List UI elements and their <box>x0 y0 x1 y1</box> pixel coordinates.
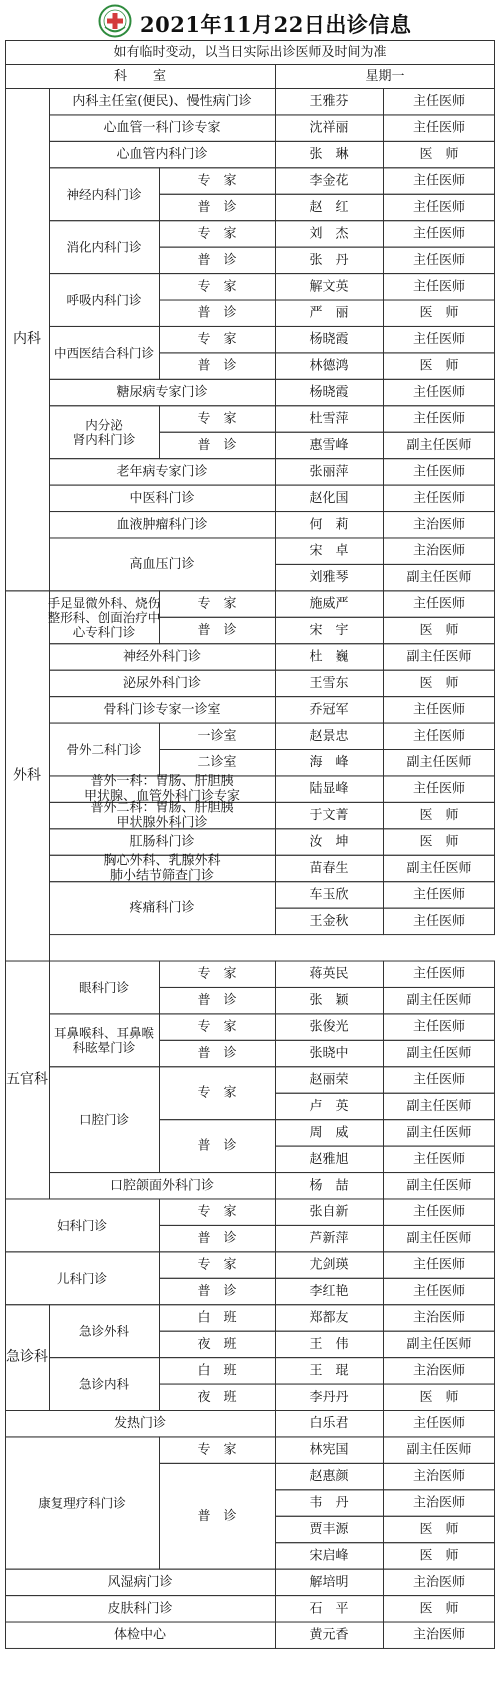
sub-type-label: 夜 班 <box>197 1389 237 1405</box>
sub-type-label: 专 家 <box>197 596 237 612</box>
doctor-name: 王 伟 <box>309 1336 349 1352</box>
doctor-title: 主任医师 <box>412 120 466 136</box>
doctor-title: 主治医师 <box>412 543 466 559</box>
doctor-name: 赵景忠 <box>309 728 349 744</box>
doctor-title: 主任医师 <box>412 278 466 294</box>
doctor-name: 周 威 <box>309 1124 349 1140</box>
sub-type-label: 普 诊 <box>197 252 237 268</box>
sub-type-label: 专 家 <box>197 1257 237 1273</box>
department-label: 高血压门诊 <box>129 556 195 572</box>
doctor-name: 张晓中 <box>309 1045 349 1061</box>
doctor-name: 蒋英民 <box>309 966 349 982</box>
doctor-name: 宋 宇 <box>309 622 349 638</box>
department-label: 老年病专家门诊 <box>116 463 208 479</box>
doctor-name: 林德鸿 <box>309 358 349 374</box>
doctor-title: 副主任医师 <box>406 1124 472 1140</box>
doctor-name: 李丹丹 <box>309 1389 349 1405</box>
doctor-name: 海 峰 <box>309 754 349 770</box>
section-label: 内科 <box>13 331 41 348</box>
doctor-name: 黄元香 <box>309 1627 349 1643</box>
doctor-title: 主治医师 <box>412 1495 466 1511</box>
doctor-title: 主治医师 <box>412 1309 466 1325</box>
doctor-name: 乔冠军 <box>309 701 349 717</box>
doctor-name: 赵 红 <box>309 199 349 215</box>
doctor-name: 王金秋 <box>309 913 349 929</box>
page-title: 2021年11月22日出诊信息 <box>140 12 412 37</box>
sub-type-label: 专 家 <box>197 278 237 294</box>
section-label: 五官科 <box>6 1071 48 1088</box>
doctor-title: 医 师 <box>419 1600 459 1616</box>
doctor-name: 沈祥丽 <box>309 120 349 136</box>
doctor-name: 王雅芬 <box>309 93 349 109</box>
doctor-name: 卢 英 <box>309 1098 349 1114</box>
doctor-name: 郑都友 <box>309 1309 349 1325</box>
doctor-name: 宋 卓 <box>309 543 349 559</box>
doctor-title: 主任医师 <box>412 225 466 241</box>
doctor-name: 韦 丹 <box>309 1495 349 1511</box>
doctor-name: 杜 巍 <box>309 648 349 664</box>
doctor-title: 副主任医师 <box>406 754 472 770</box>
doctor-title: 医 师 <box>419 622 459 638</box>
doctor-title: 主治医师 <box>412 1362 466 1378</box>
doctor-title: 副主任医师 <box>406 437 472 453</box>
department-label: 神经外科门诊 <box>122 648 202 664</box>
department-label: 发热门诊 <box>113 1415 167 1431</box>
doctor-name: 解培明 <box>309 1574 349 1590</box>
department-label: 泌尿外科门诊 <box>122 675 202 691</box>
department-label: 口腔门诊 <box>78 1111 130 1127</box>
doctor-title: 医 师 <box>419 675 459 691</box>
doctor-title: 副主任医师 <box>406 1098 472 1114</box>
sub-type-label: 普 诊 <box>197 1045 237 1061</box>
doctor-title: 主任医师 <box>412 886 466 902</box>
doctor-title: 副主任医师 <box>406 860 472 876</box>
doctor-name: 王雪东 <box>309 675 349 691</box>
sub-type-label: 一诊室 <box>197 728 237 744</box>
doctor-name: 白乐君 <box>309 1415 349 1431</box>
sub-type-label: 普 诊 <box>197 358 237 374</box>
doctor-title: 副主任医师 <box>406 1442 472 1458</box>
department-label: 疼痛科门诊 <box>129 900 195 916</box>
doctor-title: 医 师 <box>419 146 459 162</box>
doctor-name: 王 琨 <box>309 1362 349 1378</box>
department-label: 心血管一科门诊专家 <box>103 120 221 136</box>
department-label: 骨外二科门诊 <box>66 741 142 757</box>
sub-type-label: 专 家 <box>197 331 237 347</box>
doctor-title: 主任医师 <box>412 331 466 347</box>
doctor-title: 副主任医师 <box>406 1177 472 1193</box>
doctor-name: 李红艳 <box>309 1283 349 1299</box>
doctor-title: 主任医师 <box>412 701 466 717</box>
doctor-title: 副主任医师 <box>406 1045 472 1061</box>
notice-text: 如有临时变动，以当日实际出诊医师及时间为准 <box>113 44 387 60</box>
sub-type-label: 白 班 <box>197 1309 237 1325</box>
doctor-name: 何 莉 <box>309 516 349 532</box>
doctor-title: 副主任医师 <box>406 569 472 585</box>
sub-type-label: 专 家 <box>197 225 237 241</box>
sub-type-label: 专 家 <box>197 1204 237 1220</box>
doctor-title: 副主任医师 <box>406 648 472 664</box>
sub-type-label: 专 家 <box>197 1085 237 1101</box>
doctor-title: 医 师 <box>419 358 459 374</box>
section-label: 急诊科 <box>6 1349 48 1366</box>
header-dept-label: 科 室 <box>113 68 167 84</box>
doctor-title: 副主任医师 <box>406 992 472 1008</box>
doctor-title: 医 师 <box>419 305 459 321</box>
department-label: 血液肿瘤科门诊 <box>116 516 208 532</box>
doctor-title: 主任医师 <box>412 199 466 215</box>
doctor-title: 主任医师 <box>412 1072 466 1087</box>
department-label: 神经内科门诊 <box>66 186 142 202</box>
department-label: 内分泌肾内科门诊 <box>72 416 136 447</box>
department-label: 风湿病门诊 <box>107 1574 173 1590</box>
sub-type-label: 白 班 <box>197 1362 237 1378</box>
sub-type-label: 专 家 <box>197 1442 237 1458</box>
doctor-name: 杨晓霞 <box>309 384 349 400</box>
doctor-name: 张俊光 <box>309 1019 349 1035</box>
doctor-title: 主治医师 <box>412 1574 466 1590</box>
doctor-name: 解文英 <box>309 278 349 294</box>
doctor-name: 赵雅旭 <box>309 1151 349 1167</box>
department-label: 呼吸内科门诊 <box>66 292 142 308</box>
sub-type-label: 普 诊 <box>197 437 237 453</box>
sub-type-label: 普 诊 <box>197 305 237 321</box>
doctor-title: 医 师 <box>419 1389 459 1405</box>
doctor-name: 张丽萍 <box>309 463 349 479</box>
department-label: 糖尿病专家门诊 <box>116 384 208 400</box>
doctor-name: 赵化国 <box>309 490 349 506</box>
doctor-title: 主任医师 <box>412 596 466 612</box>
doctor-title: 医 师 <box>419 1521 459 1537</box>
doctor-title: 主任医师 <box>412 411 466 426</box>
doctor-name: 汝 坤 <box>309 834 349 850</box>
doctor-name: 芦新萍 <box>309 1230 349 1246</box>
department-label: 中医科门诊 <box>129 490 195 506</box>
department-label: 皮肤科门诊 <box>107 1600 173 1616</box>
sub-type-label: 专 家 <box>197 411 237 426</box>
doctor-title: 主任医师 <box>412 1204 466 1220</box>
department-label: 急诊内科 <box>78 1376 130 1392</box>
doctor-name: 张 颖 <box>309 992 349 1008</box>
department-label: 急诊外科 <box>78 1323 130 1339</box>
doctor-name: 石 平 <box>309 1600 349 1616</box>
sub-type-label: 专 家 <box>197 966 237 982</box>
department-label: 胸心外科、乳腺外科肺小结节筛查门诊 <box>103 852 221 883</box>
doctor-name: 贾丰源 <box>309 1521 349 1537</box>
doctor-title: 医 师 <box>419 834 459 850</box>
doctor-title: 主任医师 <box>412 93 466 109</box>
doctor-name: 张 琳 <box>309 146 349 162</box>
sub-type-label: 普 诊 <box>197 1508 237 1524</box>
doctor-title: 主任医师 <box>412 1415 466 1431</box>
header-day-label: 星期一 <box>365 68 405 84</box>
doctor-name: 陆显峰 <box>309 781 349 797</box>
sub-type-label: 专 家 <box>197 1019 237 1035</box>
doctor-name: 宋启峰 <box>309 1547 349 1563</box>
schedule-table <box>5 40 495 1683</box>
doctor-name: 车玉欣 <box>309 886 349 902</box>
department-label: 肛肠科门诊 <box>129 834 195 850</box>
department-label: 口腔颌面外科门诊 <box>109 1177 215 1193</box>
doctor-title: 主任医师 <box>412 490 466 506</box>
doctor-title: 主任医师 <box>412 173 466 189</box>
doctor-name: 杜雪萍 <box>309 411 349 426</box>
sub-type-label: 普 诊 <box>197 1230 237 1246</box>
sub-type-label: 夜 班 <box>197 1336 237 1352</box>
sub-type-label: 普 诊 <box>197 622 237 638</box>
department-label: 普外一科：胃肠、肝胆胰甲状腺、血管外科门诊专家 <box>83 773 241 804</box>
doctor-title: 医 师 <box>419 1547 459 1563</box>
department-label: 体检中心 <box>113 1627 167 1643</box>
department-label: 手足显微外科、烧伤整形科、创面治疗中心专科门诊 <box>47 594 161 639</box>
doctor-name: 刘雅琴 <box>309 569 349 585</box>
department-label: 中西医结合科门诊 <box>53 344 155 360</box>
doctor-name: 施威严 <box>309 596 349 612</box>
department-label: 骨科门诊专家一诊室 <box>103 701 221 717</box>
department-label: 消化内科门诊 <box>66 239 142 255</box>
sub-type-label: 普 诊 <box>197 199 237 215</box>
doctor-title: 副主任医师 <box>406 1336 472 1352</box>
doctor-name: 赵惠颜 <box>309 1468 349 1484</box>
doctor-title: 主治医师 <box>412 1468 466 1484</box>
doctor-title: 主治医师 <box>412 516 466 532</box>
doctor-name: 严 丽 <box>309 305 349 321</box>
page-header <box>0 0 500 40</box>
doctor-name: 张 丹 <box>309 252 349 268</box>
department-label: 耳鼻喉科、耳鼻喉科眩晕门诊 <box>53 1025 155 1055</box>
doctor-title: 主任医师 <box>412 913 466 929</box>
doctor-name: 杨晓霞 <box>309 331 349 347</box>
doctor-name: 于文菁 <box>309 807 349 823</box>
sub-type-label: 普 诊 <box>197 992 237 1008</box>
doctor-title: 主任医师 <box>412 1257 466 1273</box>
doctor-title: 医 师 <box>419 807 459 823</box>
doctor-title: 主任医师 <box>412 1151 466 1167</box>
department-label: 心血管内科门诊 <box>116 146 208 162</box>
doctor-name: 杨 喆 <box>309 1177 349 1193</box>
doctor-title: 主治医师 <box>412 1627 466 1643</box>
sub-type-label: 普 诊 <box>197 1283 237 1299</box>
doctor-name: 苗春生 <box>309 860 349 876</box>
department-label: 儿科门诊 <box>56 1270 108 1286</box>
doctor-name: 赵丽荣 <box>309 1072 349 1087</box>
doctor-title: 主任医师 <box>412 1283 466 1299</box>
doctor-name: 刘 杰 <box>309 225 349 241</box>
department-label: 康复理疗科门诊 <box>38 1495 126 1511</box>
doctor-title: 主任医师 <box>412 252 466 268</box>
department-label: 眼科门诊 <box>78 979 130 995</box>
doctor-title: 主任医师 <box>412 966 466 982</box>
doctor-title: 主任医师 <box>412 781 466 797</box>
department-label: 普外二科：胃肠、肝胆胰甲状腺外科门诊 <box>90 800 234 831</box>
department-label: 妇科门诊 <box>56 1217 108 1233</box>
sub-type-label: 普 诊 <box>197 1138 237 1154</box>
doctor-title: 主任医师 <box>412 463 466 479</box>
department-label: 内科主任室(便民)、慢性病门诊 <box>72 93 252 109</box>
sub-type-label: 专 家 <box>197 173 237 189</box>
doctor-name: 张自新 <box>309 1204 349 1220</box>
doctor-name: 惠雪峰 <box>309 437 349 453</box>
doctor-title: 副主任医师 <box>406 1230 472 1246</box>
section-label: 外科 <box>13 767 41 784</box>
doctor-title: 主任医师 <box>412 384 466 400</box>
doctor-title: 主任医师 <box>412 728 466 744</box>
sub-type-label: 二诊室 <box>197 754 237 770</box>
doctor-name: 尤剑瑛 <box>309 1257 349 1273</box>
doctor-name: 林宪国 <box>309 1442 349 1458</box>
hospital-logo-icon <box>98 4 132 38</box>
doctor-name: 李金花 <box>309 173 349 189</box>
doctor-title: 主任医师 <box>412 1019 466 1035</box>
